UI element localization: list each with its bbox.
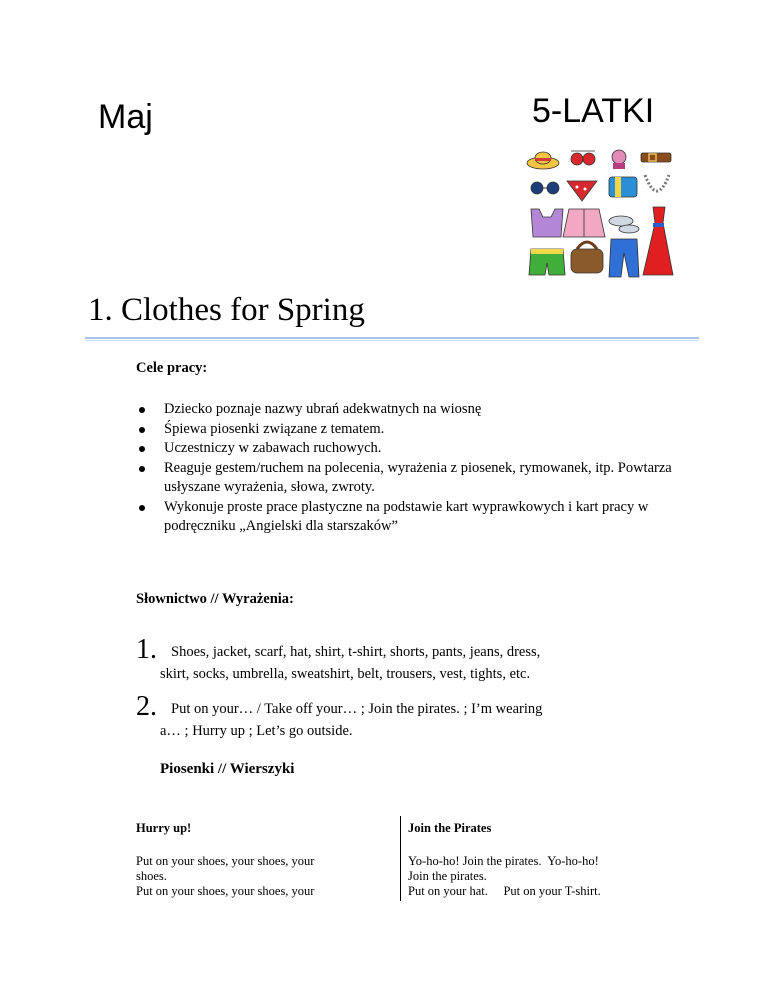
list-item: Uczestniczy w zabawach ruchowych. <box>136 439 676 459</box>
list-item: Wykonuje proste prace plastyczne na podstawie kart wyprawkowych i kart pracy w podręczniku „Angielski dla starszaków” <box>136 498 676 537</box>
song-line: Put on your shoes, your shoes, your <box>136 884 315 898</box>
song-line: Yo-ho-ho! Join the pirates. Yo-ho-ho! <box>408 854 599 868</box>
page-title: 1. Clothes for Spring <box>88 292 365 328</box>
jacket-icon <box>563 209 605 237</box>
clothes-clipart-icon <box>525 145 675 280</box>
song-line: shoes. <box>136 869 167 883</box>
goals-list <box>136 400 676 537</box>
list-item: Śpiewa piosenki związane z tematem. <box>136 420 676 440</box>
scarf-icon <box>609 177 637 197</box>
vocabulary-item <box>136 693 681 741</box>
handbag-icon <box>571 242 603 273</box>
list-item: Reaguje gestem/ruchem na polecenia, wyrażenia z piosenek, rymowanek, itp. Powtarza usłyszane wyrażenia, słowa, zwroty. <box>136 459 676 498</box>
bullet-icon <box>139 427 145 433</box>
song-hurry-up <box>136 821 386 899</box>
vocabulary-item <box>136 636 681 684</box>
hat-icon <box>527 152 559 169</box>
item-number: 2. <box>136 691 157 722</box>
vocabulary-heading: Słownictwo // Wyrażenia: <box>136 591 294 607</box>
songs-heading: Piosenki // Wierszyki <box>160 761 295 777</box>
sandals-icon <box>609 216 639 233</box>
bikini-bottom-icon <box>567 181 597 201</box>
month-label: Maj <box>98 98 153 136</box>
song-line: Join the pirates. <box>408 869 487 883</box>
bikini-top-icon <box>571 151 595 165</box>
song-line: Put on your shoes, your shoes, your <box>136 854 315 868</box>
jeans-icon <box>609 239 639 277</box>
item-text-line-1: Shoes, jacket, scarf, hat, shirt, t-shirt, shorts, pants, jeans, dress, <box>171 644 541 660</box>
bullet-icon <box>139 407 145 413</box>
song-line: Put on your hat. Put on your T-shirt. <box>408 884 601 898</box>
column-divider <box>400 816 401 901</box>
bullet-icon <box>139 446 145 452</box>
shorts-icon <box>529 249 565 275</box>
tank-top-icon <box>531 209 563 237</box>
dress-icon <box>643 207 673 275</box>
necklace-icon <box>645 175 669 191</box>
goals-heading: Cele pracy: <box>136 360 208 376</box>
item-text-line-2: a… ; Hurry up ; Let’s go outside. <box>160 723 353 739</box>
title-divider-shadow <box>85 340 699 341</box>
list-item: Dziecko poznaje nazwy ubrań adekwatnych na wiosnę <box>136 400 676 420</box>
song-join-the-pirates <box>408 821 668 899</box>
bullet-icon <box>139 505 145 511</box>
song-title: Join the Pirates <box>408 821 492 835</box>
item-text-line-1: Put on your… / Take off your… ; Join the pirates. ; I’m wearing <box>171 701 543 717</box>
title-divider <box>85 337 699 339</box>
item-text-line-2: skirt, socks, umbrella, sweatshirt, belt, trousers, vest, tights, etc. <box>160 666 531 682</box>
age-group-label: 5-LATKI <box>532 92 655 130</box>
pacifier-icon <box>612 150 626 169</box>
belt-icon <box>641 153 671 162</box>
song-title: Hurry up! <box>136 821 192 835</box>
sunglasses-icon <box>531 182 559 194</box>
bullet-icon <box>139 466 145 472</box>
item-number: 1. <box>136 634 157 665</box>
